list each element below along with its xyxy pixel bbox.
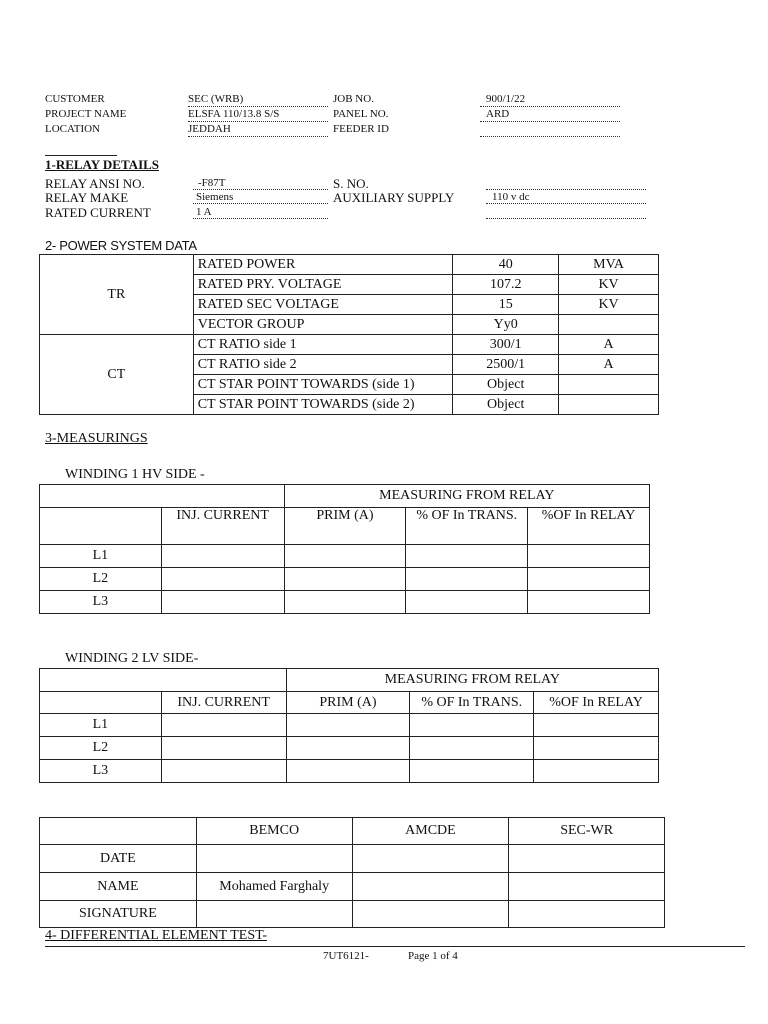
differential-test-title: 4- DIFFERENTIAL ELEMENT TEST- <box>45 928 268 943</box>
location-label: LOCATION <box>45 123 100 135</box>
company-sec-wr: SEC-WR <box>509 818 665 845</box>
unit-cell: A <box>559 355 659 375</box>
footer-page-number: Page 1 of 4 <box>408 950 458 962</box>
measuring-group-header: MEASURING FROM RELAY <box>286 669 658 692</box>
sno-underline <box>486 189 646 190</box>
phase-label: L2 <box>40 737 162 760</box>
table-row <box>40 591 650 614</box>
winding1-title: WINDING 1 HV SIDE - <box>65 467 205 482</box>
table-row <box>40 873 665 901</box>
ct-group-label: CT <box>40 335 194 415</box>
value-cell: 40 <box>453 255 559 275</box>
aux-supply-value: 110 v dc <box>492 191 530 203</box>
param-cell: CT STAR POINT TOWARDS (side 2) <box>193 395 453 415</box>
location-value: JEDDAH <box>188 123 231 135</box>
panel-underline <box>480 121 620 122</box>
customer-value: SEC (WRB) <box>188 93 244 105</box>
tr-group-label: TR <box>40 255 194 335</box>
table-row <box>40 545 650 568</box>
project-name-value: ELSFA 110/13.8 S/S <box>188 108 280 120</box>
param-cell: RATED PRY. VOLTAGE <box>193 275 453 295</box>
power-system-title: 2- POWER SYSTEM DATA <box>45 238 197 253</box>
value-cell: Yy0 <box>453 315 559 335</box>
pct-trans-header: % OF In TRANS. <box>410 692 534 714</box>
rated-current-value: 1 A <box>196 206 212 218</box>
unit-cell <box>559 375 659 395</box>
company-amcde: AMCDE <box>352 818 509 845</box>
table-row <box>40 760 659 783</box>
location-underline <box>188 136 328 137</box>
table-row <box>40 508 650 545</box>
prim-header: PRIM (A) <box>286 692 410 714</box>
pct-trans-header: % OF In TRANS. <box>406 508 528 545</box>
phase-label: L1 <box>40 545 162 568</box>
inj-current-header: INJ. CURRENT <box>161 692 286 714</box>
value-cell: Object <box>453 395 559 415</box>
phase-label: L3 <box>40 591 162 614</box>
bemco-name: Mohamed Farghaly <box>196 873 352 901</box>
param-cell: VECTOR GROUP <box>193 315 453 335</box>
winding2-table <box>39 668 659 783</box>
winding2-title: WINDING 2 LV SIDE- <box>65 651 199 666</box>
rated-current-label: RATED CURRENT <box>45 205 151 220</box>
section-rule <box>45 155 117 156</box>
panel-no-value: ARD <box>486 108 510 120</box>
power-system-table <box>39 254 659 415</box>
unit-cell: KV <box>559 275 659 295</box>
value-cell: 2500/1 <box>453 355 559 375</box>
phase-label: L2 <box>40 568 162 591</box>
table-row <box>40 714 659 737</box>
table-row <box>40 568 650 591</box>
unit-cell: KV <box>559 295 659 315</box>
value-cell: 300/1 <box>453 335 559 355</box>
panel-no-label: PANEL NO. <box>333 108 389 120</box>
name-label: NAME <box>40 873 197 901</box>
company-bemco: BEMCO <box>196 818 352 845</box>
table-row <box>40 901 665 928</box>
unit-cell: A <box>559 335 659 355</box>
relay-ansi-label: RELAY ANSI NO. <box>45 176 145 191</box>
measurings-title: 3-MEASURINGS <box>45 431 148 446</box>
project-name-label: PROJECT NAME <box>45 108 127 120</box>
footer-doc-code: 7UT6121- <box>323 950 369 962</box>
table-row <box>40 845 665 873</box>
relay-details-title: 1-RELAY DETAILS <box>45 157 160 172</box>
measuring-group-header: MEASURING FROM RELAY <box>284 485 649 508</box>
unit-cell <box>559 315 659 335</box>
relay-make-value: Siemens <box>196 191 234 203</box>
footer-rule <box>45 946 745 947</box>
ansi-underline <box>193 189 328 190</box>
current-underline <box>193 218 328 219</box>
value-cell: 107.2 <box>453 275 559 295</box>
param-cell: CT RATIO side 2 <box>193 355 453 375</box>
phase-label: L3 <box>40 760 162 783</box>
phase-label: L1 <box>40 714 162 737</box>
table-row <box>40 485 650 508</box>
project-underline <box>188 121 328 122</box>
feeder-underline <box>480 136 620 137</box>
prim-header: PRIM (A) <box>284 508 406 545</box>
signature-label: SIGNATURE <box>40 901 197 928</box>
value-cell: Object <box>453 375 559 395</box>
param-cell: RATED POWER <box>193 255 453 275</box>
extra-underline <box>486 218 646 219</box>
job-no-value: 900/1/22 <box>486 93 526 105</box>
param-cell: CT RATIO side 1 <box>193 335 453 355</box>
param-cell: RATED SEC VOLTAGE <box>193 295 453 315</box>
table-row <box>40 692 659 714</box>
job-no-label: JOB NO. <box>333 93 374 105</box>
unit-cell: MVA <box>559 255 659 275</box>
value-cell: 15 <box>453 295 559 315</box>
winding1-table <box>39 484 650 614</box>
pct-relay-header: %OF In RELAY <box>534 692 659 714</box>
table-row <box>40 818 665 845</box>
date-label: DATE <box>40 845 197 873</box>
table-row <box>40 255 659 275</box>
relay-ansi-value: -F87T <box>198 177 226 189</box>
unit-cell <box>559 395 659 415</box>
inj-current-header: INJ. CURRENT <box>161 508 284 545</box>
relay-make-label: RELAY MAKE <box>45 190 129 205</box>
job-underline <box>480 106 620 107</box>
sno-label: S. NO. <box>333 176 369 191</box>
pct-relay-header: %OF In RELAY <box>528 508 650 545</box>
table-row <box>40 737 659 760</box>
aux-underline <box>486 203 646 204</box>
table-row <box>40 669 659 692</box>
customer-label: CUSTOMER <box>45 93 105 105</box>
make-underline <box>193 203 328 204</box>
aux-supply-label: AUXILIARY SUPPLY <box>333 190 455 205</box>
customer-underline <box>188 106 328 107</box>
param-cell: CT STAR POINT TOWARDS (side 1) <box>193 375 453 395</box>
table-row <box>40 335 659 355</box>
signoff-table <box>39 817 665 928</box>
feeder-id-label: FEEDER ID <box>333 123 389 135</box>
